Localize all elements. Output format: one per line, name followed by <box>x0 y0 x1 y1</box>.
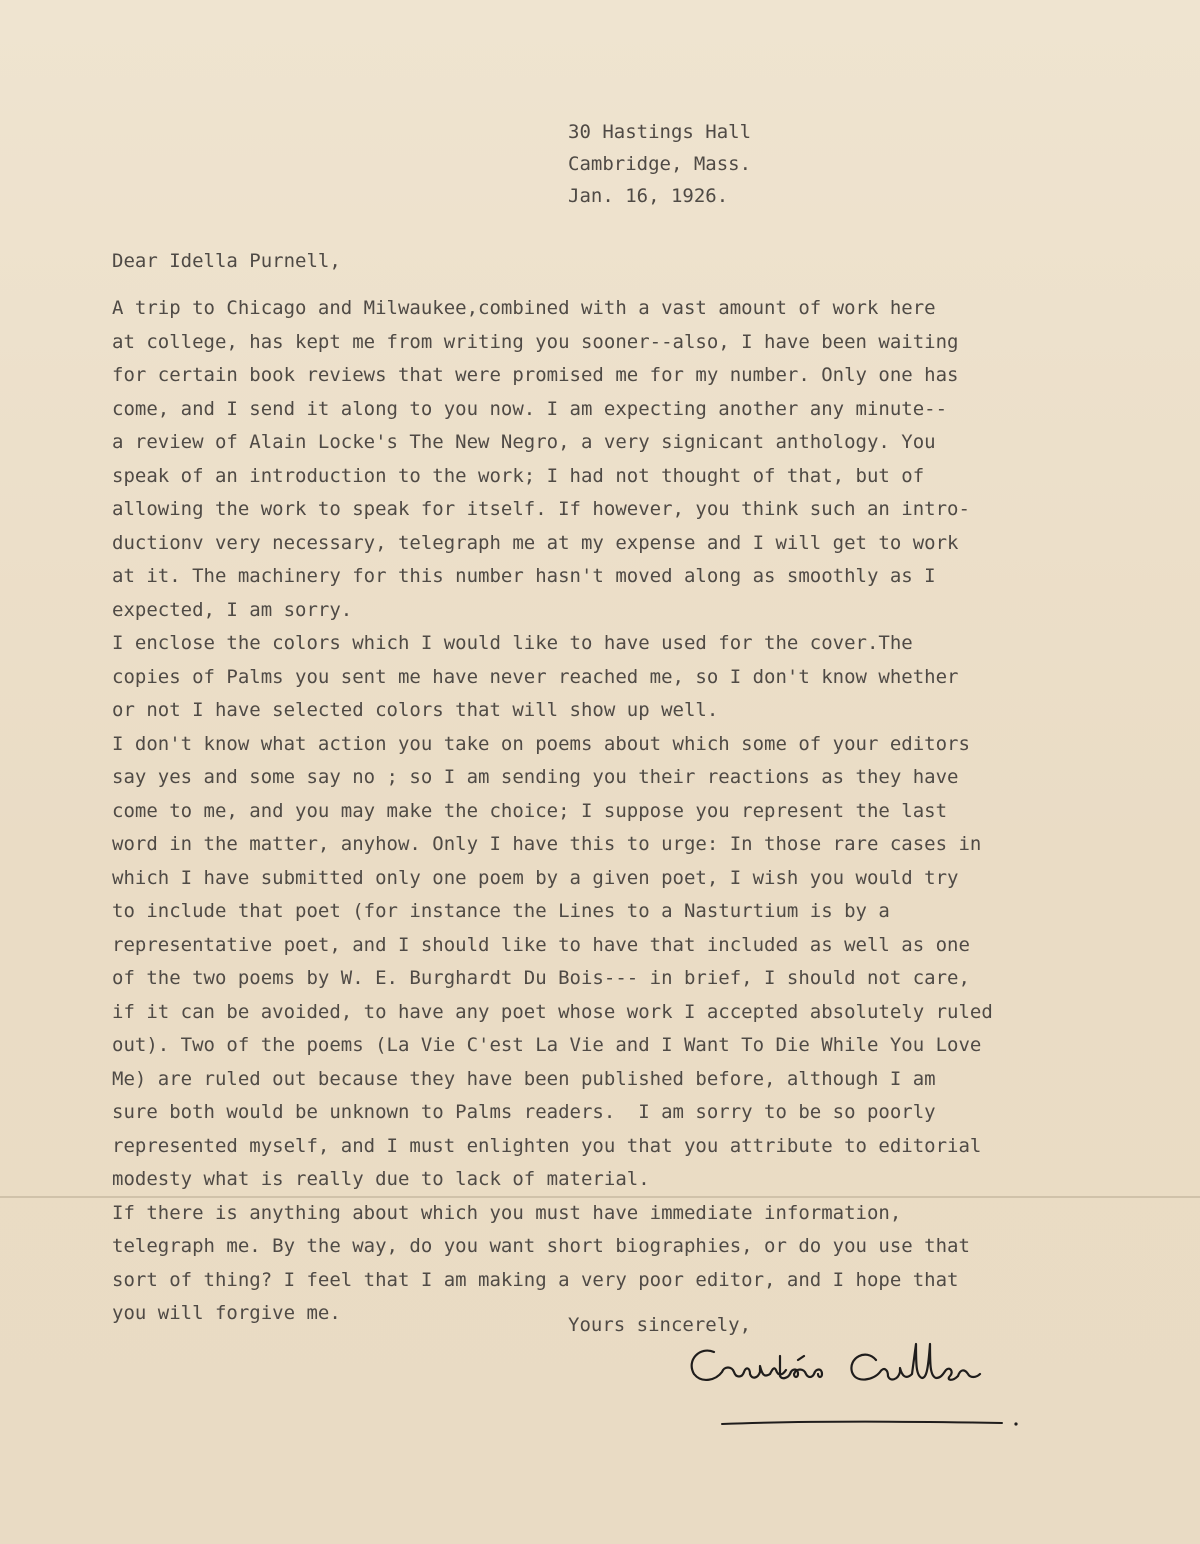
body-line: to include that poet (for instance the Lines to a Nasturtium is by a <box>112 900 890 922</box>
body-line: which I have submitted only one poem by a given poet, I wish you would try <box>112 866 959 889</box>
body-line: If there is anything about which you must have immediate information, <box>112 1201 902 1224</box>
body-line: modesty what is really due to lack of material. <box>112 1168 650 1190</box>
body-line: representative poet, and I should like to have that included as well as one <box>112 933 970 956</box>
salutation: Dear Idella Purnell, <box>112 250 341 272</box>
address-line: 30 Hastings Hall <box>568 121 752 143</box>
body-line: of the two poems by W. E. Burghardt Du Bois--- in brief, I should not care, <box>112 967 970 989</box>
body-line: sure both would be unknown to Palms readers. I am sorry to be so poorly <box>112 1101 936 1123</box>
body-line: copies of Palms you sent me have never reached me, so I don't know whether <box>112 665 959 688</box>
body-line: allowing the work to speak for itself. If however, you think such an intro- <box>112 498 970 520</box>
body-line: at college, has kept me from writing you sooner--also, I have been waiting <box>112 330 959 353</box>
body-line: I enclose the colors which I would like to have used for the cover.The <box>112 632 913 654</box>
letter-body <box>112 292 1102 1331</box>
body-line: out). Two of the poems (La Vie C'est La Vie and I Want To Die While You Love <box>112 1034 982 1056</box>
signature-underline <box>720 1418 1020 1430</box>
body-line: or not I have selected colors that will show up well. <box>112 699 719 721</box>
letter-date: Jan. 16, 1926. <box>568 185 729 207</box>
closing: Yours sincerely, <box>568 1314 752 1336</box>
body-line: come, and I send it along to you now. I am expecting another any minute-- <box>112 397 948 420</box>
body-line: represented myself, and I must enlighten you that you attribute to editorial <box>112 1134 982 1157</box>
body-line: expected, I am sorry. <box>112 598 353 621</box>
body-line: telegraph me. By the way, do you want short biographies, or do you use that <box>112 1235 970 1257</box>
body-line: word in the matter, anyhow. Only I have this to urge: In those rare cases in <box>112 833 982 855</box>
body-line: come to me, and you may make the choice; I suppose you represent the last <box>112 799 948 822</box>
handwritten-signature <box>680 1330 1000 1400</box>
body-line: A trip to Chicago and Milwaukee,combined with a vast amount of work here <box>112 297 936 319</box>
body-line: you will forgive me. <box>112 1302 341 1324</box>
archive-watermark <box>1120 20 1180 1520</box>
body-line: at it. The machinery for this number hasn't moved along as smoothly as I <box>112 565 936 587</box>
address-line: Cambridge, Mass. <box>568 153 752 175</box>
body-line: a review of Alain Locke's The New Negro, a very signicant anthology. You <box>112 431 936 453</box>
body-line: if it can be avoided, to have any poet whose work I accepted absolutely ruled <box>112 1000 993 1023</box>
body-line: sort of thing? I feel that I am making a very poor editor, and I hope that <box>112 1268 959 1291</box>
body-line: for certain book reviews that were promised me for my number. Only one has <box>112 364 959 386</box>
return-address <box>568 116 751 212</box>
body-line: Me) are ruled out because they have been published before, although I am <box>112 1067 936 1090</box>
body-line: I don't know what action you take on poems about which some of your editors <box>112 732 970 755</box>
body-line: say yes and some say no ; so I am sending you their reactions as they have <box>112 766 959 788</box>
body-line: speak of an introduction to the work; I had not thought of that, but of <box>112 464 925 487</box>
body-line: ductionv very necessary, telegraph me at my expense and I will get to work <box>112 531 959 554</box>
